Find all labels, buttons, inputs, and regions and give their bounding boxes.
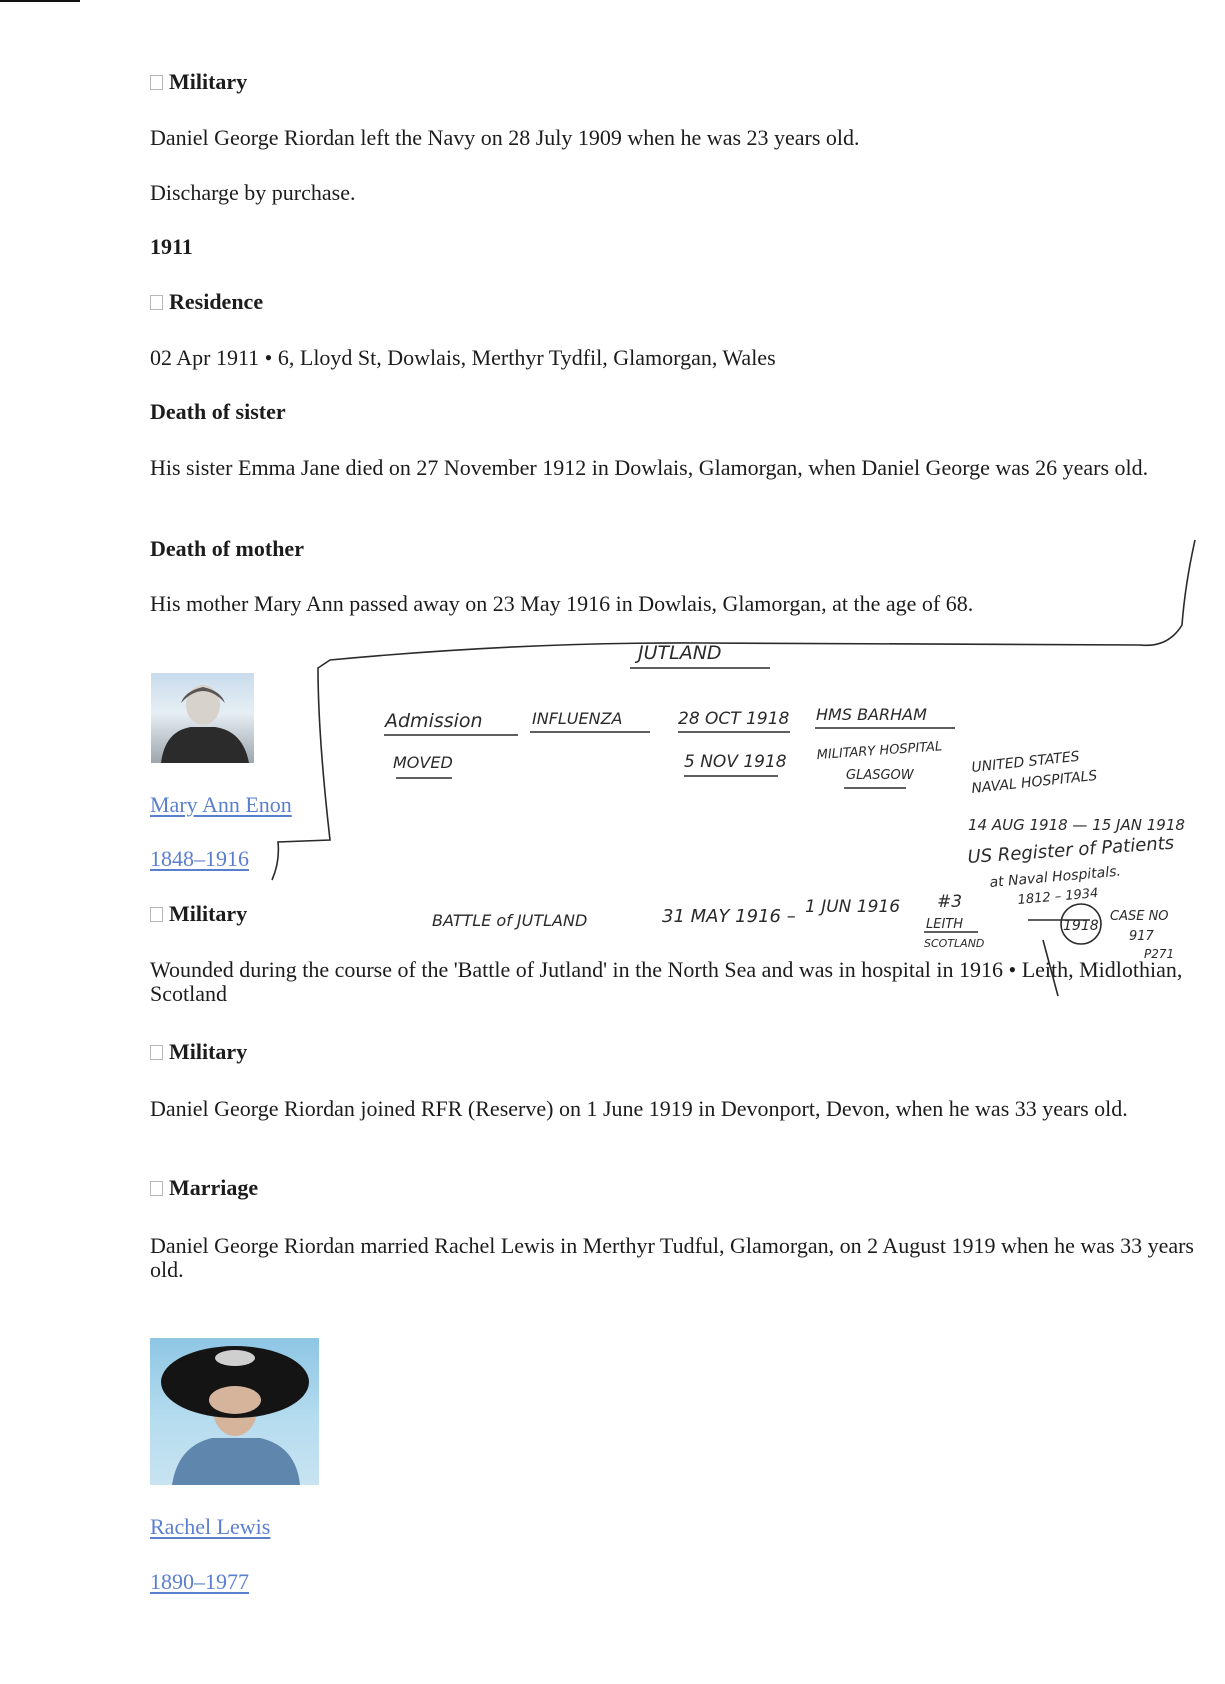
hw-case: CASE NO — [1110, 909, 1169, 924]
hw-battle: BATTLE of JUTLAND — [432, 911, 588, 930]
discharge-text: Discharge by purchase. — [150, 180, 356, 205]
jutland-wounded-text: Wounded during the course of the 'Battle of Jutland' in the North Sea and was in hospital in 1916 • Leith, Midlothian, Scotland — [150, 957, 1183, 1006]
hw-glasgow: GLASGOW — [846, 768, 914, 783]
hw-date-oct: 28 OCT 1918 — [678, 709, 790, 729]
hw-page: P271 — [1144, 947, 1175, 961]
hw-years-range: 1812 – 1934 — [1017, 885, 1099, 908]
section-heading-label: Military — [169, 1039, 248, 1064]
hw-number3: #3 — [937, 892, 963, 912]
section-heading-military — [150, 70, 247, 94]
death-of-mother-text: His mother Mary Ann passed away on 23 May 1916 in Dowlais, Glamorgan, at the age of 68. — [150, 591, 974, 616]
portrait-image — [150, 1338, 319, 1485]
hw-leith: LEITH — [926, 917, 964, 932]
section-heading-military — [150, 1040, 247, 1064]
checkbox-icon[interactable] — [150, 75, 163, 90]
hw-circle-1918: 1918 — [1063, 918, 1099, 934]
section-heading-label: Residence — [169, 289, 264, 314]
checkbox-icon[interactable] — [150, 295, 163, 310]
hw-at-naval: at Naval Hospitals. — [988, 863, 1122, 891]
hw-scotland: SCOTLAND — [924, 937, 985, 950]
hw-naval-hospitals: NAVAL HOSPITALS — [970, 767, 1099, 797]
hw-case-num: 917 — [1129, 929, 1154, 944]
section-heading-residence — [150, 290, 263, 314]
death-of-mother-heading: Death of mother — [150, 536, 304, 561]
hw-jutland: JUTLAND — [638, 642, 722, 664]
rfr-reserve-text: Daniel George Riordan joined RFR (Reserve) on 1 June 1919 in Devonport, Devon, when he was 33 years old. — [150, 1096, 1128, 1121]
hw-date-nov: 5 NOV 1918 — [684, 752, 787, 772]
hw-influenza: INFLUENZA — [532, 709, 623, 728]
year-heading: 1911 — [150, 234, 193, 259]
navy-left-text: Daniel George Riordan left the Navy on 28 July 1909 when he was 23 years old. — [150, 125, 860, 150]
rachel-lewis-photo[interactable] — [150, 1338, 319, 1485]
person-years-rachel[interactable]: 1890–1977 — [150, 1569, 249, 1594]
section-heading-marriage — [150, 1176, 258, 1200]
person-link-rachel-lewis[interactable]: Rachel Lewis — [150, 1514, 271, 1539]
hw-date-jun: 1 JUN 1916 — [805, 897, 901, 917]
hw-military-hospital: MILITARY HOSPITAL — [816, 739, 943, 763]
death-of-sister-text: His sister Emma Jane died on 27 November 1912 in Dowlais, Glamorgan, when Daniel George was 26 years old. — [150, 455, 1149, 480]
checkbox-icon[interactable] — [150, 907, 163, 922]
hw-us-register: US Register of Patients — [966, 832, 1175, 868]
checkbox-icon[interactable] — [150, 1045, 163, 1060]
hw-united-states: UNITED STATES — [970, 748, 1081, 776]
checkbox-icon[interactable] — [150, 1181, 163, 1196]
hw-admission: Admission — [385, 710, 483, 732]
scan-corner-mark — [0, 0, 80, 2]
portrait-image — [151, 673, 254, 763]
hw-hms: HMS BARHAM — [816, 705, 927, 724]
person-link-mary-ann-enon[interactable]: Mary Ann Enon — [150, 792, 292, 817]
section-heading-military — [150, 902, 247, 926]
hw-aug-jan: 14 AUG 1918 — 15 JAN 1918 — [968, 816, 1185, 834]
section-heading-label: Military — [169, 901, 248, 926]
marriage-text: Daniel George Riordan married Rachel Lewis in Merthyr Tudful, Glamorgan, on 2 August 1919 when he was 33 years old. — [150, 1233, 1194, 1282]
circle-mark — [1061, 904, 1101, 944]
mary-ann-photo[interactable] — [151, 673, 254, 763]
residence-detail: 02 Apr 1911 • 6, Lloyd St, Dowlais, Merthyr Tydfil, Glamorgan, Wales — [150, 345, 776, 370]
section-heading-label: Marriage — [169, 1175, 259, 1200]
death-of-sister-heading: Death of sister — [150, 399, 286, 424]
hw-moved: MOVED — [393, 753, 453, 772]
person-years-mary-ann[interactable]: 1848–1916 — [150, 846, 249, 871]
hw-date-may: 31 MAY 1916 – — [662, 906, 796, 927]
section-heading-label: Military — [169, 69, 248, 94]
